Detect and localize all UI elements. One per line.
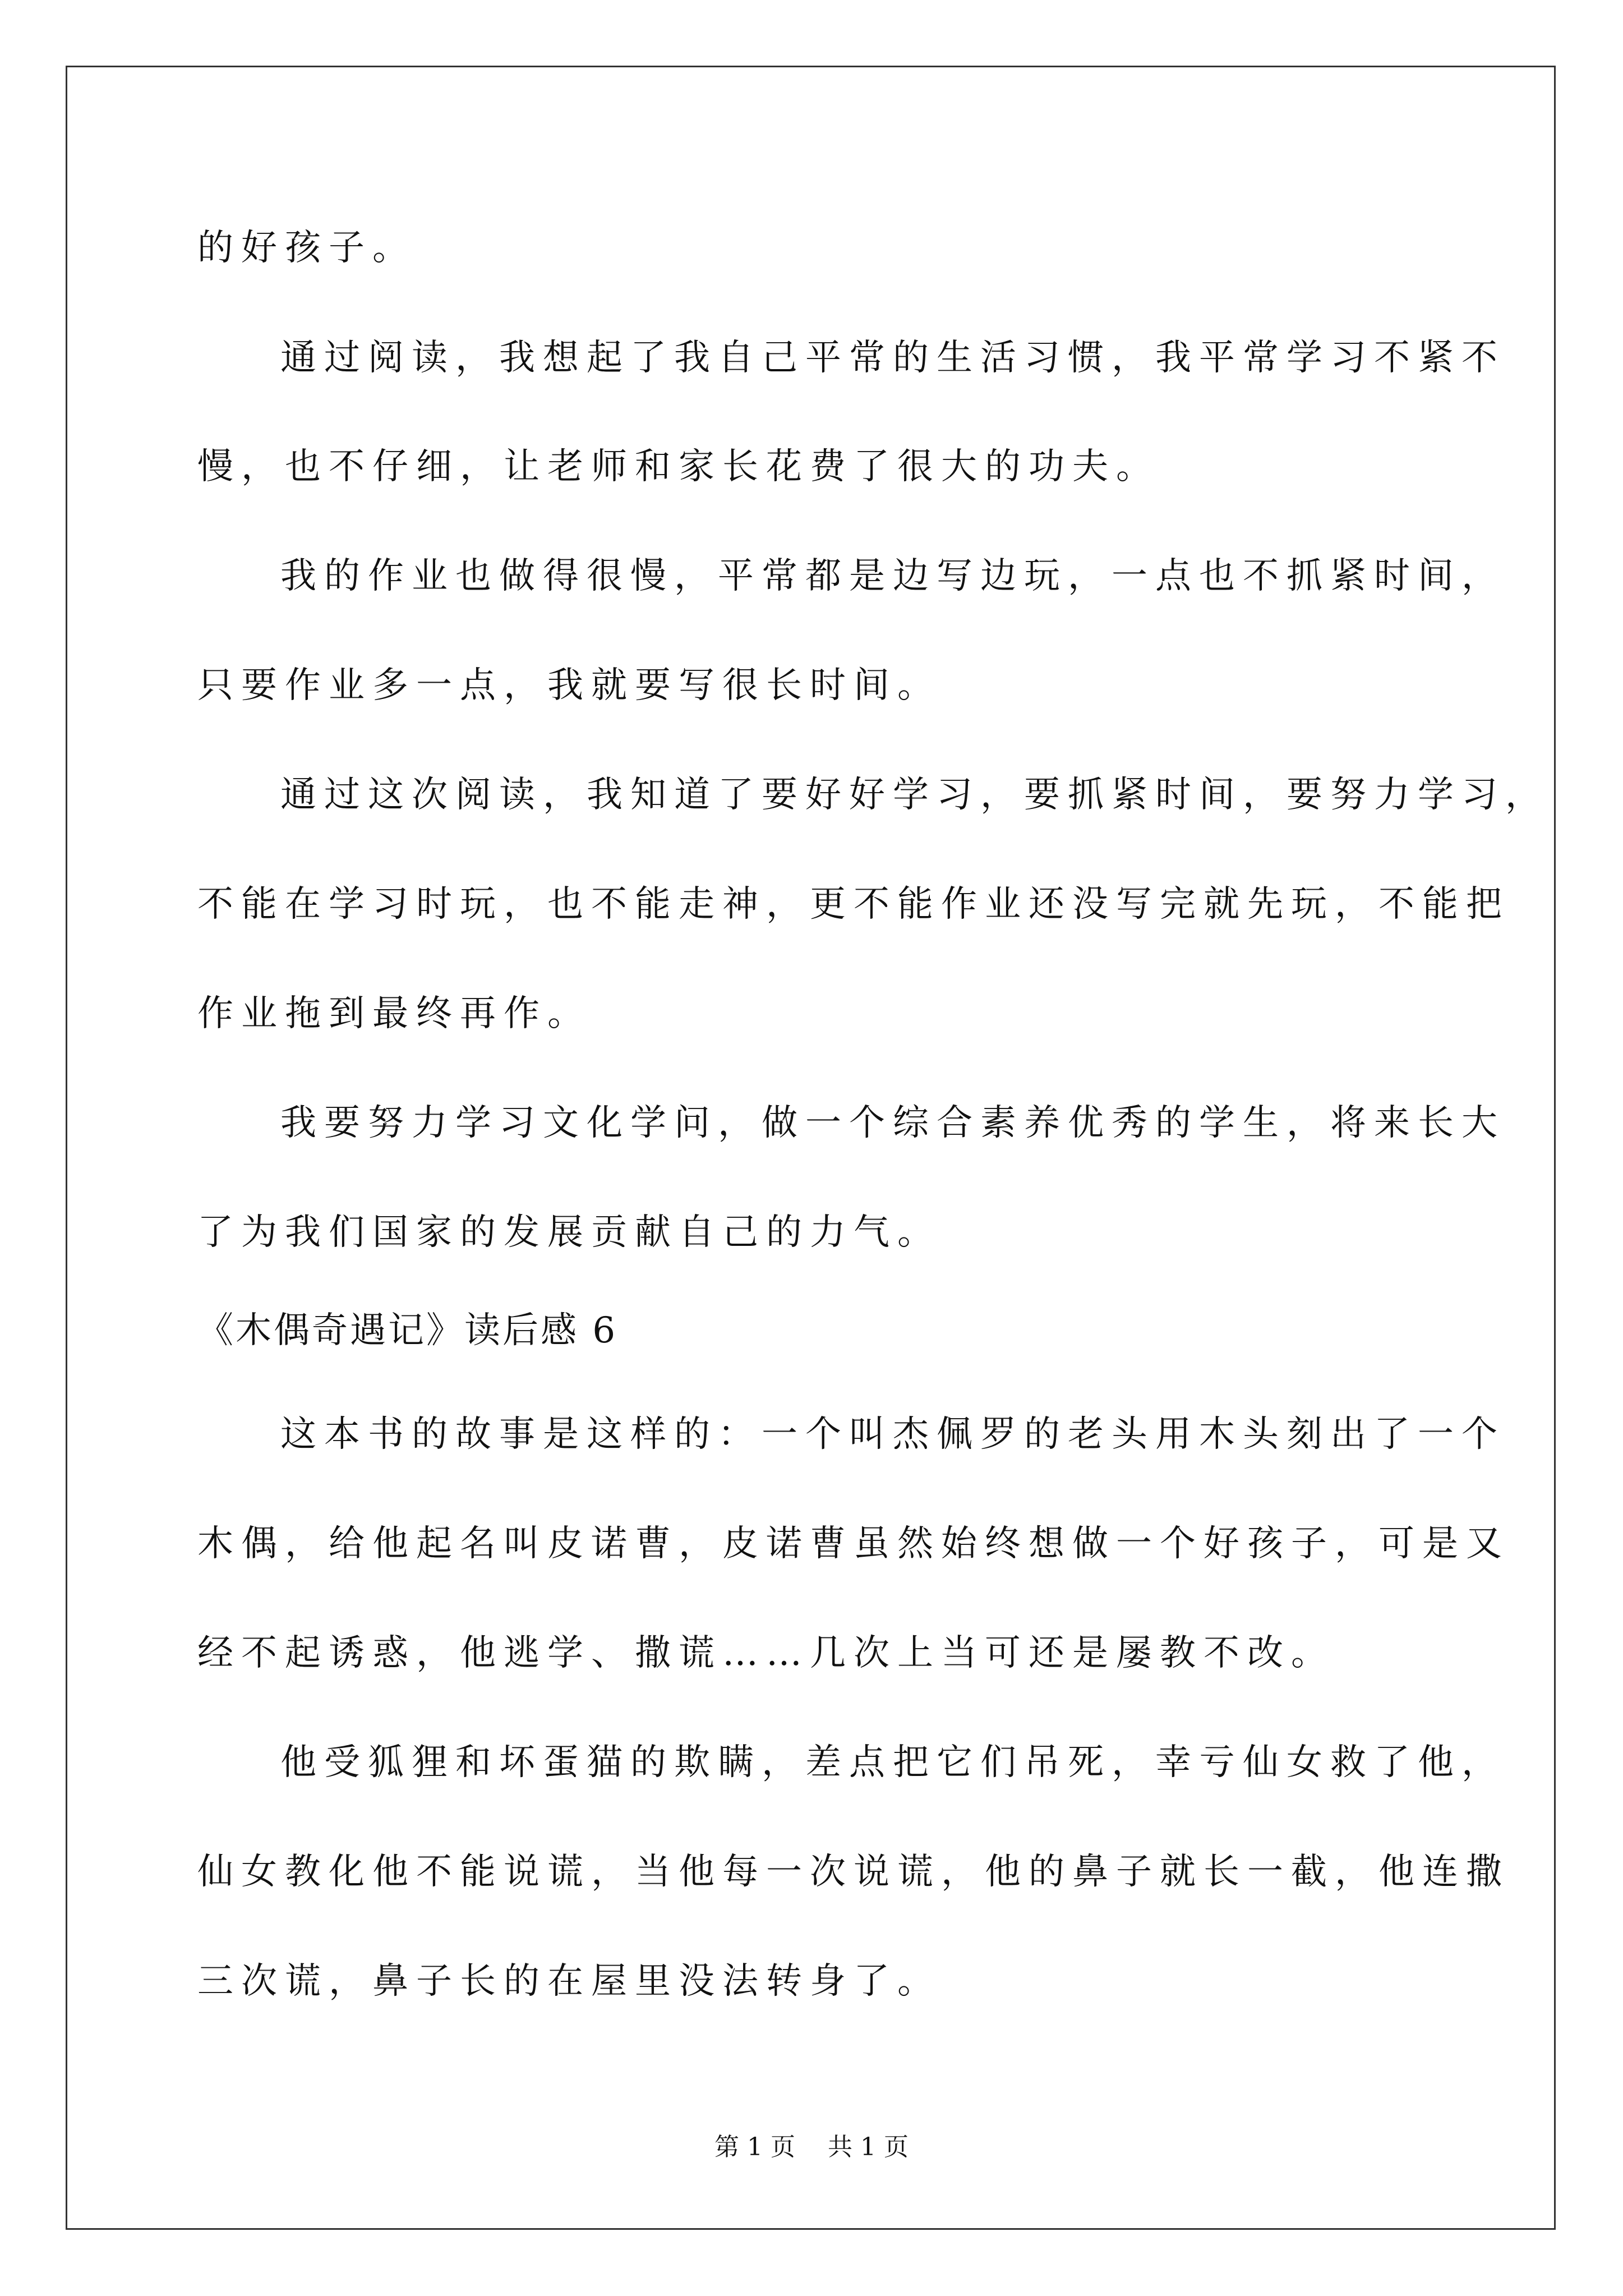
text-line: 不能在学习时玩，也不能走神，更不能作业还没写完就先玩，不能把 — [197, 884, 1510, 925]
paragraph-line: 这本书的故事是这样的：一个叫杰佩罗的老头用木头刻出了一个 — [280, 1414, 1505, 1455]
page-total: 共 1 页 — [828, 2133, 909, 2161]
paragraph-line: 通过这次阅读，我知道了要好好学习，要抓紧时间，要努力学习， — [280, 774, 1549, 816]
text-line: 经不起诱惑，他逃学、撒谎……几次上当可还是屡教不改。 — [197, 1632, 1335, 1674]
page-footer — [0, 2135, 1623, 2160]
text-line: 三次谎，鼻子长的在屋里没法转身了。 — [197, 1961, 941, 2002]
section-heading: 《木偶奇遇记》读后感 6 — [197, 1310, 618, 1351]
paragraph-line: 通过阅读，我想起了我自己平常的生活习惯，我平常学习不紧不 — [280, 337, 1505, 379]
text-line: 作业拖到最终再作。 — [197, 993, 591, 1034]
paragraph-line: 我的作业也做得很慢，平常都是边写边玩，一点也不抓紧时间， — [280, 555, 1505, 597]
text-line: 仙女教化他不能说谎，当他每一次说谎，他的鼻子就长一截，他连撒 — [197, 1851, 1510, 1893]
page-border — [66, 66, 1556, 2230]
page-number: 第 1 页 — [714, 2133, 795, 2161]
text-line: 只要作业多一点，我就要写很长时间。 — [197, 665, 941, 706]
text-line: 了为我们国家的发展贡献自己的力气。 — [197, 1212, 941, 1253]
text-line: 木偶，给他起名叫皮诺曹，皮诺曹虽然始终想做一个好孩子，可是又 — [197, 1523, 1510, 1565]
paragraph-line: 他受狐狸和坏蛋猫的欺瞒，差点把它们吊死，幸亏仙女救了他， — [280, 1742, 1505, 1783]
text-line: 的好孩子。 — [197, 227, 416, 269]
paragraph-line: 我要努力学习文化学问，做一个综合素养优秀的学生，将来长大 — [280, 1102, 1505, 1144]
text-line: 慢，也不仔细，让老师和家长花费了很大的功夫。 — [197, 446, 1160, 487]
